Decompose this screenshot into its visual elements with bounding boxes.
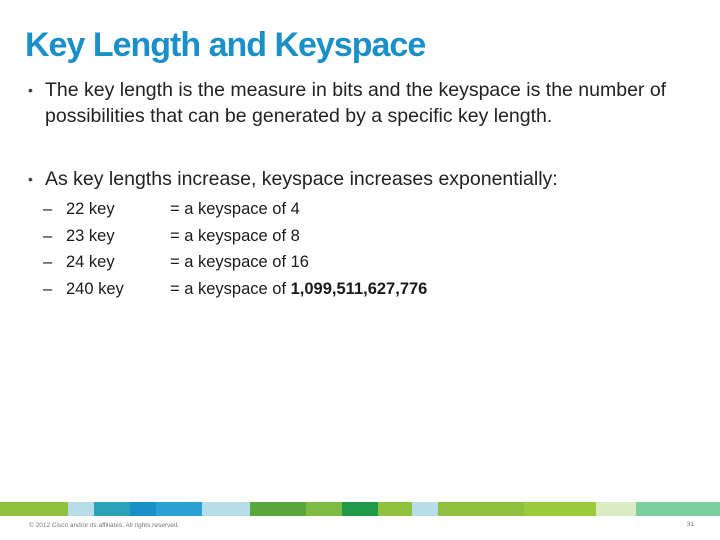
footer-bar-segment xyxy=(156,502,202,516)
footer-bar-segment xyxy=(378,502,412,516)
footer-bar-segment xyxy=(250,502,306,516)
key-length-label: 240 key xyxy=(66,279,124,298)
dash-bullet: – xyxy=(43,279,53,298)
footer-bar-segment xyxy=(524,502,596,516)
dash-bullet: – xyxy=(43,253,53,271)
bullet-text: As key lengths increase, keyspace increases exponentially: xyxy=(45,168,558,190)
footer-bar-segment xyxy=(438,502,524,516)
key-length-label: 22 key xyxy=(66,200,115,218)
footer-bar-segment xyxy=(636,502,720,516)
dash-bullet: – xyxy=(43,226,53,245)
bullet-dot: • xyxy=(28,82,33,98)
copyright-notice: © 2012 Cisco and/or its affiliates. All rights reserved. xyxy=(29,522,180,529)
keyspace-value: = a keyspace of 1,099,511,627,776 xyxy=(170,279,428,298)
bullet-key-length xyxy=(28,77,668,129)
keyspace-value: = a keyspace of 4 xyxy=(170,200,300,218)
key-length-label: 24 key xyxy=(66,253,115,271)
key-length-label: 23 key xyxy=(66,226,115,245)
page-number: 31 xyxy=(686,521,694,528)
keyspace-value: = a keyspace of 16 xyxy=(170,253,309,271)
footer-bar-segment xyxy=(412,502,438,516)
footer-bar-segment xyxy=(0,502,68,516)
footer-bar-segment xyxy=(342,502,378,516)
footer-color-bar xyxy=(0,502,720,516)
keyspace-value: = a keyspace of 8 xyxy=(170,226,300,245)
bullet-exponential xyxy=(28,166,668,192)
footer-bar-segment xyxy=(596,502,636,516)
bullet-dot: • xyxy=(28,171,33,187)
footer-bar-segment xyxy=(202,502,250,516)
bullet-text: The key length is the measure in bits and the keyspace is the number of possibilities that can be generated by a specific key length. xyxy=(45,79,667,127)
dash-bullet: – xyxy=(43,200,53,218)
slide-title: Key Length and Keyspace xyxy=(25,26,426,64)
footer-bar-segment xyxy=(306,502,342,516)
footer-bar-segment xyxy=(68,502,94,516)
footer-bar-segment xyxy=(94,502,130,516)
footer-bar-segment xyxy=(130,502,156,516)
